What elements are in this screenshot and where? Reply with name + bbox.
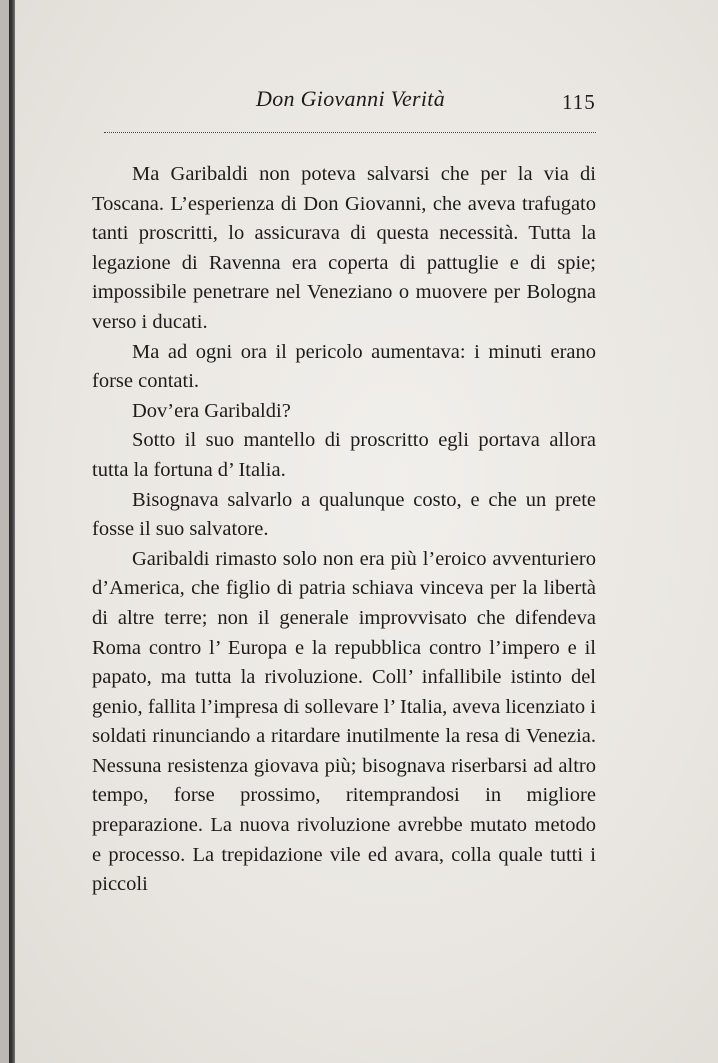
paragraph: Garibaldi rimasto solo non era più l’eroico avventuriero d’America, che figlio di patria schiava vinceva per la libertà di altre terre; non il generale improvvisato che difendeva Roma contro l’ Europa e la repubblica contro l’impero e il papato, ma tutta la rivoluzione. Coll’ infallibile istinto del genio, fallita l’impresa di sollevare l’ Italia, aveva licenziato i soldati rinunciando a ritardare inutilmente la resa di Venezia. Nessuna resistenza giovava più; bisognava riserbarsi ad altro tempo, forse prossimo, ritemprandosi in migliore preparazione. La nuova rivoluzione avrebbe mutato metodo e processo. La trepidazione vile ed avara, colla quale tutti i piccoli (92, 547, 596, 896)
header-dotted-rule (104, 132, 596, 133)
paragraph: Ma ad ogni ora il pericolo aumentava: i minuti erano forse contati. (92, 340, 596, 393)
running-head (0, 86, 718, 122)
page-number: 115 (562, 90, 596, 114)
page-gutter-shadow (0, 0, 9, 1063)
page-binding-edge (9, 0, 15, 1063)
paragraph: Ma Garibaldi non poteva salvarsi che per la via di Toscana. L’esperienza di Don Giovanni, che aveva trafugato tanti proscritti, lo assicurava di questa necessità. Tutta la legazione di Ravenna era coperta di pattuglie e di spie; impossibile penetrare nel Veneziano o muovere per Bologna verso i ducati. (92, 163, 596, 333)
paragraph: Dov’era Garibaldi? (132, 399, 291, 422)
running-title: Don Giovanni Verità (256, 86, 446, 111)
body-text (92, 160, 596, 900)
paragraph: Bisognava salvarlo a qualunque costo, e che un prete fosse il suo salvatore. (92, 488, 596, 541)
paragraph: Sotto il suo mantello di proscritto egli portava allora tutta la fortuna d’ Italia. (92, 429, 596, 481)
